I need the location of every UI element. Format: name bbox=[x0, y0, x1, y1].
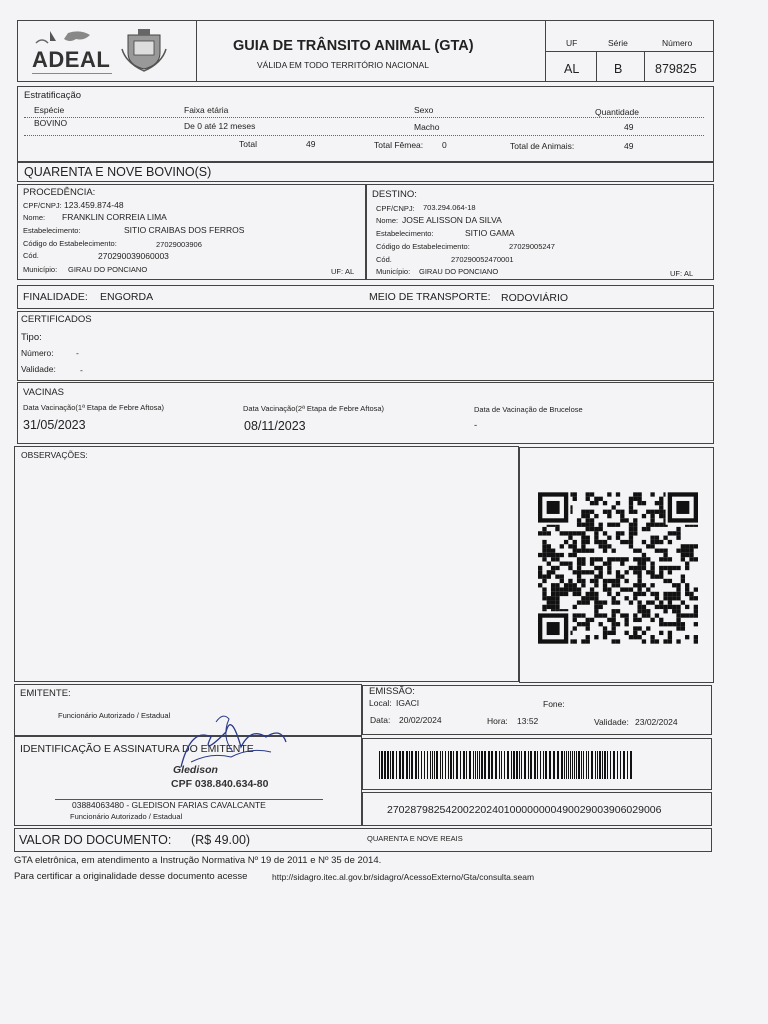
total-femea-label: Total Fêmea: bbox=[374, 140, 424, 150]
title-box bbox=[196, 20, 546, 82]
dest-estab-value: SITIO GAMA bbox=[465, 228, 515, 238]
proc-municipio-label: Município: bbox=[23, 265, 58, 274]
procedencia-label: PROCEDÊNCIA: bbox=[23, 187, 96, 198]
cert-numero-value: - bbox=[76, 348, 79, 358]
dest-codigo-value: 27029005247 bbox=[509, 242, 555, 251]
dest-municipio-value: GIRAU DO PONCIANO bbox=[419, 267, 499, 276]
procedencia-box bbox=[17, 184, 366, 280]
proc-estab-value: SITIO CRAIBAS DOS FERROS bbox=[124, 225, 245, 235]
fone-label: Fone: bbox=[543, 699, 565, 709]
especie-value: BOVINO bbox=[34, 118, 68, 128]
transporte-value: RODOVIÁRIO bbox=[501, 292, 569, 304]
quantidade-value: 49 bbox=[624, 122, 634, 132]
total-value: 49 bbox=[306, 139, 316, 149]
valor-box bbox=[14, 828, 712, 852]
vac3-value: - bbox=[474, 420, 478, 431]
proc-cpf-value: 123.459.874-48 bbox=[64, 200, 124, 210]
proc-municipio-value: GIRAU DO PONCIANO bbox=[68, 265, 148, 274]
valor-value: (R$ 49.00) bbox=[191, 833, 251, 847]
cert-validade-value: - bbox=[80, 365, 83, 375]
dest-nome-label: Nome: bbox=[376, 216, 399, 225]
cert-numero-label: Número: bbox=[21, 348, 54, 358]
footer-legal: GTA eletrônica, em atendimento a Instrução Normativa Nº 19 de 2011 e Nº 35 de 2014. bbox=[14, 855, 382, 866]
vac1-label: Data Vacinação(1ª Etapa de Febre Aftosa) bbox=[23, 403, 165, 412]
barcode-number-box bbox=[362, 792, 712, 826]
uf-value: AL bbox=[564, 62, 580, 76]
proc-nome-value: FRANKLIN CORREIA LIMA bbox=[62, 212, 167, 222]
cert-tipo-label: Tipo: bbox=[21, 332, 42, 343]
signature-icon bbox=[171, 707, 291, 777]
finalidade-label: FINALIDADE: bbox=[23, 291, 88, 303]
numero-value: 879825 bbox=[655, 62, 697, 76]
serie-label: Série bbox=[608, 38, 628, 48]
observacoes-box bbox=[14, 446, 519, 682]
vac2-label: Data Vacinação(2ª Etapa de Febre Aftosa) bbox=[243, 404, 385, 413]
valor-label: VALOR DO DOCUMENTO: bbox=[19, 833, 172, 847]
local-value: IGACI bbox=[396, 698, 420, 708]
total-animais-value: 49 bbox=[624, 141, 634, 151]
proc-estab-label: Estabelecimento: bbox=[23, 226, 81, 235]
barcode-icon bbox=[379, 751, 634, 779]
uf-label: UF bbox=[566, 38, 578, 48]
assinatura-funcionario: Funcionário Autorizado / Estadual bbox=[70, 812, 183, 821]
validade-label: Validade: bbox=[594, 717, 629, 727]
dest-uf-value: AL bbox=[684, 269, 694, 278]
stamp-cpf: CPF 038.840.634-80 bbox=[171, 778, 269, 790]
vac2-value: 08/11/2023 bbox=[244, 419, 306, 433]
observacoes-label: OBSERVAÇÕES: bbox=[21, 450, 88, 460]
destino-label: DESTINO: bbox=[372, 189, 417, 200]
proc-cpf-label: CPF/CNPJ: bbox=[23, 201, 62, 210]
dest-codigo-label: Código do Estabelecimento: bbox=[376, 242, 470, 251]
estratificacao-box bbox=[17, 86, 714, 162]
sexo-value: Macho bbox=[414, 122, 440, 132]
proc-codigo-value: 27029003906 bbox=[156, 240, 202, 249]
assinatura-label: IDENTIFICAÇÃO E ASSINATURA DO EMITENTE bbox=[20, 743, 254, 755]
logo-text: ADEAL bbox=[32, 47, 111, 72]
proc-uf-value: AL bbox=[345, 267, 355, 276]
quantidade-extenso-box bbox=[17, 162, 714, 182]
dest-cod-value: 270290052470001 bbox=[451, 255, 514, 264]
dest-nome-value: JOSE ALISSON DA SILVA bbox=[402, 215, 502, 225]
footer-prefix: Para certificar a originalidade desse documento acesse bbox=[14, 871, 248, 882]
vac1-value: 31/05/2023 bbox=[23, 418, 86, 432]
total-animais-label: Total de Animais: bbox=[510, 141, 575, 151]
document-subtitle: VÁLIDA EM TODO TERRITÓRIO NACIONAL bbox=[257, 60, 429, 70]
certificados-label: CERTIFICADOS bbox=[21, 314, 92, 325]
estratificacao-label: Estratificação bbox=[24, 90, 82, 101]
emitente-label: EMITENTE: bbox=[20, 688, 71, 699]
proc-uf-label: UF: bbox=[331, 267, 344, 276]
hora-value: 13:52 bbox=[517, 716, 539, 726]
dest-uf-label: UF: bbox=[670, 269, 683, 278]
quantidade-extenso: QUARENTA E NOVE BOVINO(S) bbox=[24, 165, 212, 179]
col-sexo: Sexo bbox=[414, 105, 434, 115]
serie-value: B bbox=[614, 62, 623, 76]
footer-url[interactable]: http://sidagro.itec.al.gov.br/sidagro/AcessoExterno/Gta/consulta.seam bbox=[272, 872, 535, 882]
proc-nome-label: Nome: bbox=[23, 213, 46, 222]
local-label: Local: bbox=[369, 698, 392, 708]
emitente-funcionario: Funcionário Autorizado / Estadual bbox=[58, 711, 171, 720]
barcode-number: 27028798254200220240100000000490029003906029006 bbox=[387, 804, 662, 816]
emissao-box bbox=[362, 685, 712, 735]
assinatura-box bbox=[14, 736, 362, 826]
dest-cod-label: Cód. bbox=[376, 255, 392, 264]
dest-cpf-value: 703.294.064-18 bbox=[423, 203, 476, 212]
vacinas-label: VACINAS bbox=[23, 387, 65, 398]
valor-extenso: QUARENTA E NOVE REAIS bbox=[367, 834, 463, 843]
vacinas-box bbox=[17, 382, 714, 444]
validade-value: 23/02/2024 bbox=[635, 717, 678, 727]
emissao-label: EMISSÃO: bbox=[369, 686, 415, 697]
emitente-nome: 03884063480 - GLEDISON FARIAS CAVALCANTE bbox=[72, 800, 266, 810]
total-label: Total bbox=[239, 139, 257, 149]
document-title: GUIA DE TRÂNSITO ANIMAL (GTA) bbox=[233, 38, 474, 54]
vac3-label: Data de Vacinação de Brucelose bbox=[474, 405, 583, 414]
col-faixa: Faixa etária bbox=[184, 105, 229, 115]
qr-box bbox=[519, 447, 714, 683]
dest-estab-label: Estabelecimento: bbox=[376, 229, 434, 238]
transporte-label: MEIO DE TRANSPORTE: bbox=[369, 291, 491, 303]
col-especie: Espécie bbox=[34, 105, 65, 115]
destino-box bbox=[366, 184, 714, 280]
stamp-name: Gledison bbox=[173, 764, 218, 776]
finalidade-value: ENGORDA bbox=[100, 291, 154, 303]
finalidade-box bbox=[17, 285, 714, 309]
numero-label: Número bbox=[662, 38, 693, 48]
qr-code-icon bbox=[538, 492, 698, 644]
id-box bbox=[545, 20, 714, 82]
col-quantidade: Quantidade bbox=[595, 107, 639, 117]
barcode-box bbox=[362, 738, 712, 790]
dest-municipio-label: Município: bbox=[376, 267, 411, 276]
proc-codigo-label: Código do Estabelecimento: bbox=[23, 239, 117, 248]
hora-label: Hora: bbox=[487, 716, 508, 726]
proc-cod-label: Cód. bbox=[23, 251, 39, 260]
faixa-value: De 0 até 12 meses bbox=[184, 121, 256, 131]
total-femea-value: 0 bbox=[442, 140, 447, 150]
data-value: 20/02/2024 bbox=[399, 715, 442, 725]
data-label: Data: bbox=[370, 715, 391, 725]
certificados-box bbox=[17, 311, 714, 381]
coat-of-arms-icon bbox=[120, 29, 168, 73]
proc-cod-value: 270290039060003 bbox=[98, 251, 169, 261]
dest-cpf-label: CPF/CNPJ: bbox=[376, 204, 415, 213]
logo-box bbox=[17, 20, 197, 82]
cert-validade-label: Validade: bbox=[21, 364, 56, 374]
